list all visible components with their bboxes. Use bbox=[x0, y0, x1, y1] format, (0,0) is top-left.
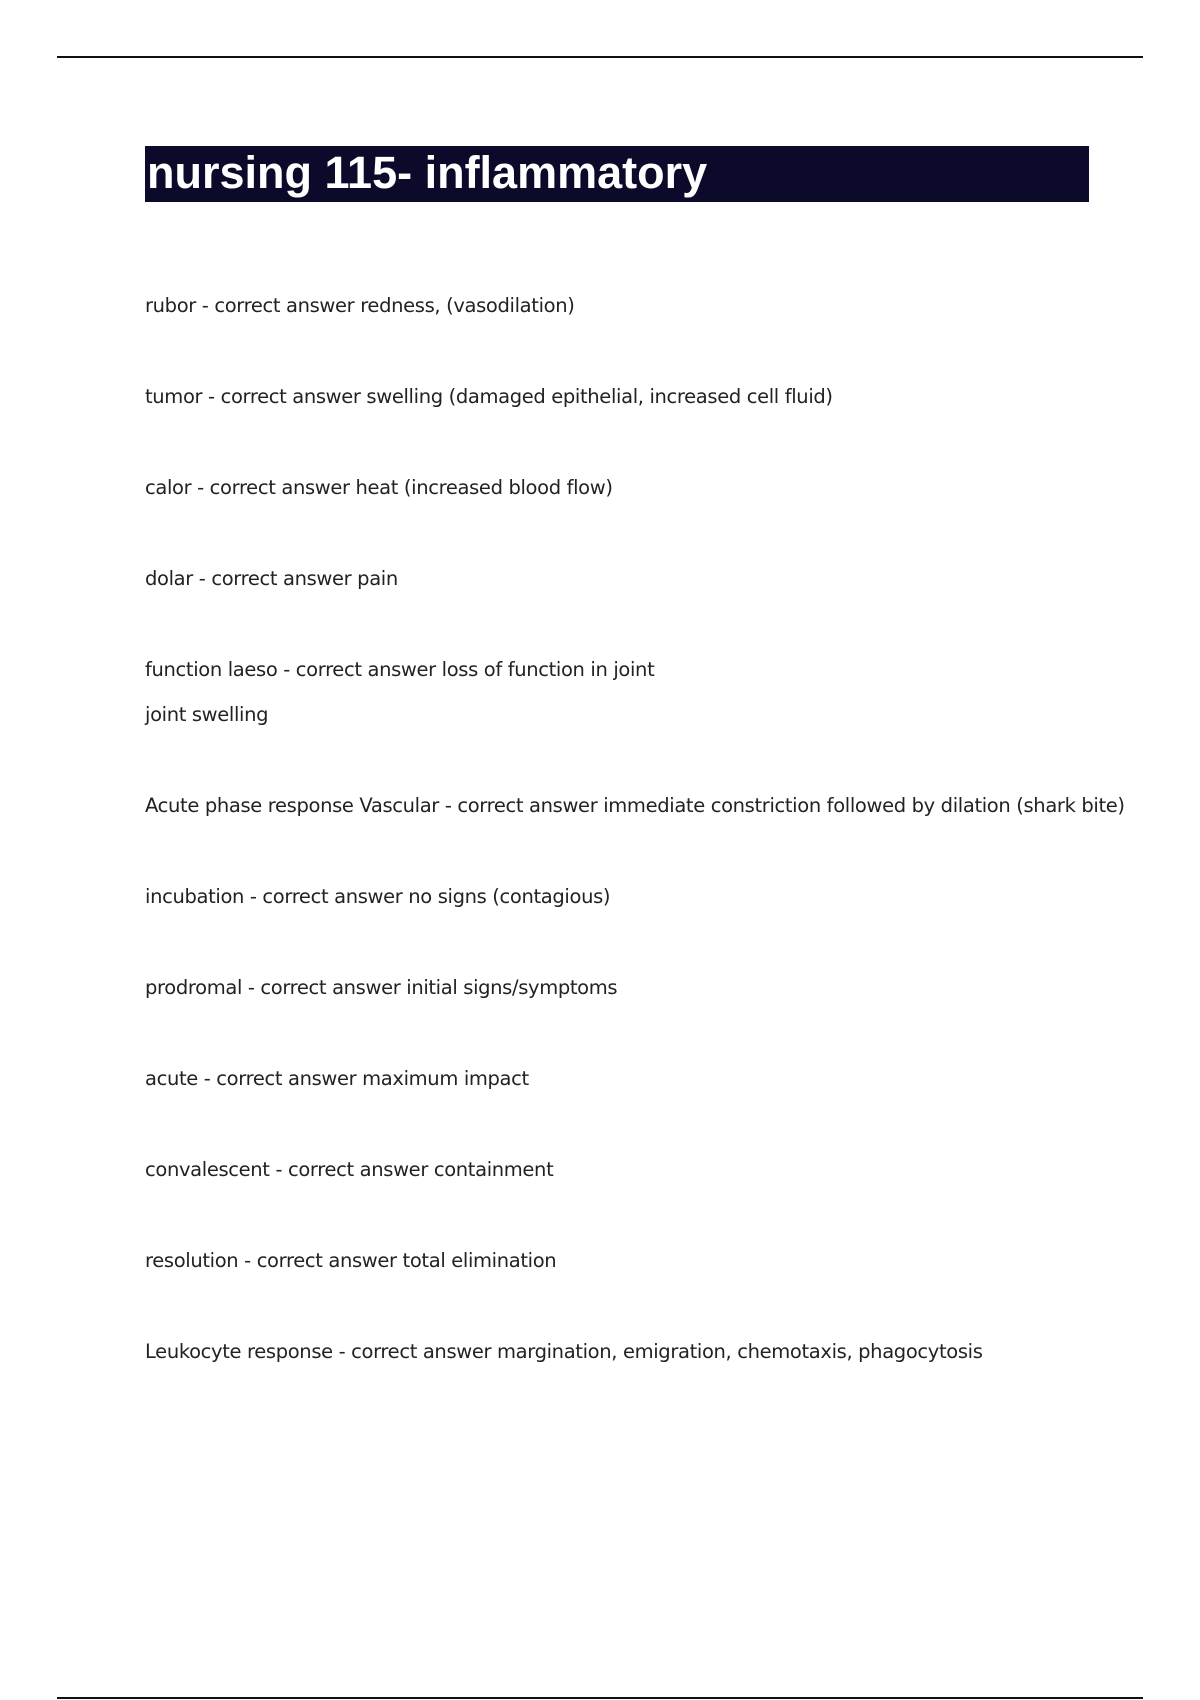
entry-text: incubation - correct answer no signs (contagious) bbox=[145, 885, 611, 908]
entry-continuation: joint swelling bbox=[145, 703, 269, 726]
flashcard-entry bbox=[145, 975, 617, 1001]
title-banner bbox=[145, 146, 1089, 202]
flashcard-entry bbox=[145, 657, 654, 728]
entry-text: function laeso - correct answer loss of function in joint bbox=[145, 658, 655, 681]
entry-text: prodromal - correct answer initial signs/symptoms bbox=[145, 976, 618, 999]
entry-text: calor - correct answer heat (increased blood flow) bbox=[145, 476, 613, 499]
entry-text: convalescent - correct answer containment bbox=[145, 1158, 554, 1181]
entry-text: resolution - correct answer total elimination bbox=[145, 1249, 557, 1272]
flashcard-entry bbox=[145, 793, 1125, 819]
flashcard-entry bbox=[145, 384, 833, 410]
entry-text: dolar - correct answer pain bbox=[145, 567, 398, 590]
flashcard-entry bbox=[145, 475, 613, 501]
entry-text: acute - correct answer maximum impact bbox=[145, 1067, 529, 1090]
flashcard-entry bbox=[145, 884, 610, 910]
flashcard-entry bbox=[145, 1157, 553, 1183]
flashcard-entry bbox=[145, 1248, 556, 1274]
entry-text: tumor - correct answer swelling (damaged epithelial, increased cell fluid) bbox=[145, 385, 833, 408]
flashcard-entry bbox=[145, 566, 398, 592]
flashcard-entry bbox=[145, 1339, 983, 1365]
entry-text: Leukocyte response - correct answer margination, emigration, chemotaxis, phagocytosis bbox=[145, 1340, 983, 1363]
flashcard-entry bbox=[145, 293, 575, 319]
flashcard-entry bbox=[145, 1066, 529, 1092]
entry-text: Acute phase response Vascular - correct answer immediate constriction followed by dilation (shark bite) bbox=[145, 794, 1125, 817]
header-rule bbox=[57, 56, 1143, 58]
entry-text: rubor - correct answer redness, (vasodilation) bbox=[145, 294, 575, 317]
page-title: nursing 115- inflammatory bbox=[147, 147, 708, 198]
footer-rule bbox=[57, 1697, 1143, 1699]
